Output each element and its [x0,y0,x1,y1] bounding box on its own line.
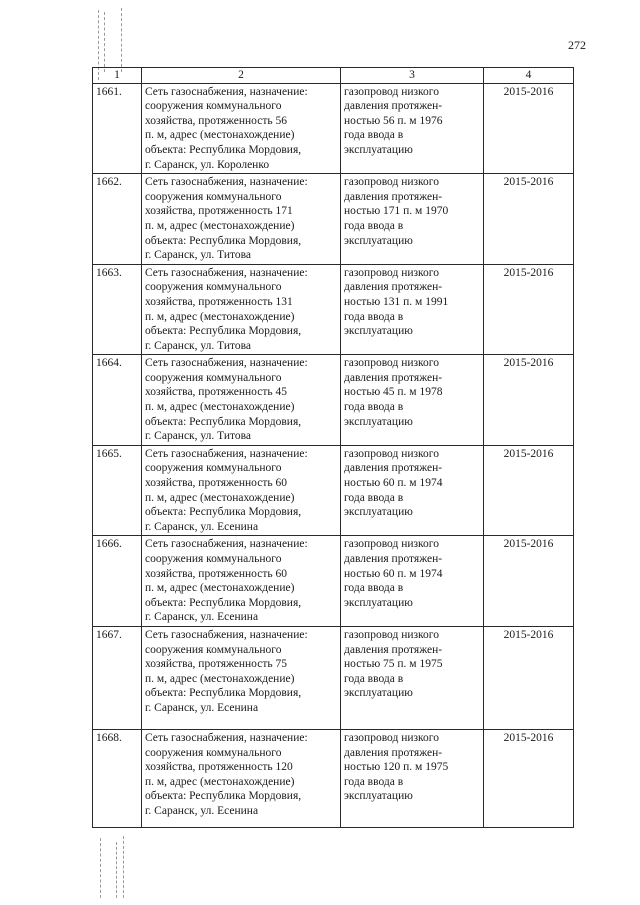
object-description [142,355,341,446]
characteristics-line: газопровод низкого [344,538,439,551]
scan-mark [104,12,105,72]
description-line: Сеть газоснабжения, назначение: [145,176,308,189]
object-description [142,536,341,627]
characteristics-line: ностью 131 п. м 1991 [344,295,449,308]
period-cell: 2015-2016 [484,83,574,174]
row-number: 1662. [93,174,142,265]
description-line: объекта: Республика Мордовия, [145,325,302,338]
characteristics-line: года ввода в [344,775,404,788]
characteristics-line: года ввода в [344,491,404,504]
row-number: 1661. [93,83,142,174]
characteristics-line: газопровод низкого [344,85,439,98]
characteristics-line: газопровод низкого [344,176,439,189]
object-description [142,445,341,536]
page-number: 272 [568,38,586,52]
characteristics-line: ностью 120 п. м 1975 [344,761,449,774]
description-line: объекта: Республика Мордовия, [145,506,302,519]
column-header: 3 [341,68,484,84]
description-line: г. Саранск, ул. Титова [145,339,252,352]
object-characteristics [341,264,484,355]
description-line: хозяйства, протяженность 45 [145,386,287,399]
object-characteristics [341,536,484,627]
table-row [93,729,574,827]
description-line: хозяйства, протяженность 171 [145,205,293,218]
description-line: объекта: Республика Мордовия, [145,234,302,247]
table-row [93,174,574,265]
column-header: 4 [484,68,574,84]
description-line: г. Саранск, ул. Есенина [145,701,259,714]
object-characteristics [341,355,484,446]
description-line: сооружения коммунального [145,643,282,656]
period-cell: 2015-2016 [484,536,574,627]
description-line: г. Саранск, ул. Титова [145,430,252,443]
characteristics-line: года ввода в [344,310,404,323]
characteristics-line: давления протяжен- [344,190,443,203]
period-cell: 2015-2016 [484,729,574,827]
description-line: хозяйства, протяженность 56 [145,114,287,127]
description-line: Сеть газоснабжения, назначение: [145,447,308,460]
description-line: п. м, адрес (местонахождение) [145,219,295,232]
object-characteristics [341,83,484,174]
characteristics-line: ностью 45 п. м 1978 [344,386,443,399]
description-line: объекта: Республика Мордовия, [145,143,302,156]
description-line: сооружения коммунального [145,746,282,759]
description-line: хозяйства, протяженность 131 [145,295,293,308]
description-line: хозяйства, протяженность 120 [145,761,293,774]
characteristics-line: года ввода в [344,401,404,414]
description-line: Сеть газоснабжения, назначение: [145,357,308,370]
description-line: хозяйства, протяженность 60 [145,567,287,580]
period-cell: 2015-2016 [484,626,574,729]
object-description [142,83,341,174]
characteristics-line: ностью 56 п. м 1976 [344,114,443,127]
characteristics-line: года ввода в [344,129,404,142]
description-line: г. Саранск, ул. Титова [145,249,252,262]
characteristics-line: эксплуатацию [344,234,413,247]
table-row [93,445,574,536]
table-row [93,264,574,355]
description-line: г. Саранск, ул. Есенина [145,611,259,624]
object-description [142,174,341,265]
description-line: сооружения коммунального [145,371,282,384]
object-description [142,264,341,355]
object-characteristics [341,729,484,827]
description-line: Сеть газоснабжения, назначение: [145,85,308,98]
period-cell: 2015-2016 [484,174,574,265]
period-cell: 2015-2016 [484,355,574,446]
characteristics-line: ностью 60 п. м 1974 [344,477,443,490]
scan-mark [123,836,124,898]
characteristics-line: эксплуатацию [344,790,413,803]
row-number: 1664. [93,355,142,446]
characteristics-line: эксплуатацию [344,596,413,609]
period-cell: 2015-2016 [484,445,574,536]
characteristics-line: года ввода в [344,219,404,232]
description-line: Сеть газоснабжения, назначение: [145,266,308,279]
description-line: п. м, адрес (местонахождение) [145,401,295,414]
object-characteristics [341,445,484,536]
description-line: сооружения коммунального [145,100,282,113]
object-description [142,729,341,827]
characteristics-line: давления протяжен- [344,462,443,475]
description-line: сооружения коммунального [145,281,282,294]
row-number: 1663. [93,264,142,355]
characteristics-line: эксплуатацию [344,143,413,156]
description-line: п. м, адрес (местонахождение) [145,310,295,323]
row-number: 1667. [93,626,142,729]
description-line: хозяйства, протяженность 60 [145,477,287,490]
column-header: 1 [93,68,142,84]
characteristics-line: давления протяжен- [344,643,443,656]
characteristics-line: эксплуатацию [344,506,413,519]
description-line: сооружения коммунального [145,553,282,565]
description-line: объекта: Республика Мордовия, [145,687,302,700]
characteristics-line: года ввода в [344,672,404,685]
object-description [142,626,341,729]
description-line: хозяйства, протяженность 75 [145,658,287,671]
characteristics-line: давления протяжен- [344,100,443,113]
characteristics-line: давления протяжен- [344,281,443,294]
header-row [93,68,574,84]
characteristics-line: давления протяжен- [344,553,443,565]
period-cell: 2015-2016 [484,264,574,355]
scan-mark [121,8,122,72]
description-line: Сеть газоснабжения, назначение: [145,628,308,641]
description-line: п. м, адрес (местонахождение) [145,672,295,685]
row-number: 1665. [93,445,142,536]
characteristics-line: газопровод низкого [344,357,439,370]
characteristics-line: ностью 171 п. м 1970 [344,205,449,218]
registry-table [92,67,574,828]
characteristics-line: газопровод низкого [344,266,439,279]
description-line: Сеть газоснабжения, назначение: [145,731,308,744]
object-characteristics [341,174,484,265]
description-line: сооружения коммунального [145,190,282,203]
characteristics-line: ностью 75 п. м 1975 [344,658,443,671]
description-line: п. м, адрес (местонахождение) [145,582,295,595]
description-line: п. м, адрес (местонахождение) [145,491,295,504]
column-header: 2 [142,68,341,84]
scan-mark [100,838,101,898]
description-line: объекта: Республика Мордовия, [145,415,302,428]
characteristics-line: давления протяжен- [344,371,443,384]
description-line: объекта: Республика Мордовия, [145,790,302,803]
table-row [93,355,574,446]
object-characteristics [341,626,484,729]
characteristics-line: эксплуатацию [344,325,413,338]
scan-mark [116,842,117,898]
description-line: объекта: Республика Мордовия, [145,596,302,609]
characteristics-line: давления протяжен- [344,746,443,759]
description-line: г. Саранск, ул. Короленко [145,158,270,171]
characteristics-line: эксплуатацию [344,687,413,700]
description-line: г. Саранск, ул. Есенина [145,520,259,533]
description-line: п. м, адрес (местонахождение) [145,129,295,142]
row-number: 1666. [93,536,142,627]
characteristics-line: газопровод низкого [344,628,439,641]
table-row [93,626,574,729]
table-row [93,83,574,174]
row-number: 1668. [93,729,142,827]
table-row [93,536,574,627]
characteristics-line: газопровод низкого [344,447,439,460]
characteristics-line: газопровод низкого [344,731,439,744]
characteristics-line: года ввода в [344,582,404,595]
description-line: п. м, адрес (местонахождение) [145,775,295,788]
characteristics-line: эксплуатацию [344,415,413,428]
characteristics-line: ностью 60 п. м 1974 [344,567,443,580]
description-line: сооружения коммунального [145,462,282,475]
description-line: Сеть газоснабжения, назначение: [145,538,308,551]
description-line: г. Саранск, ул. Есенина [145,804,259,817]
